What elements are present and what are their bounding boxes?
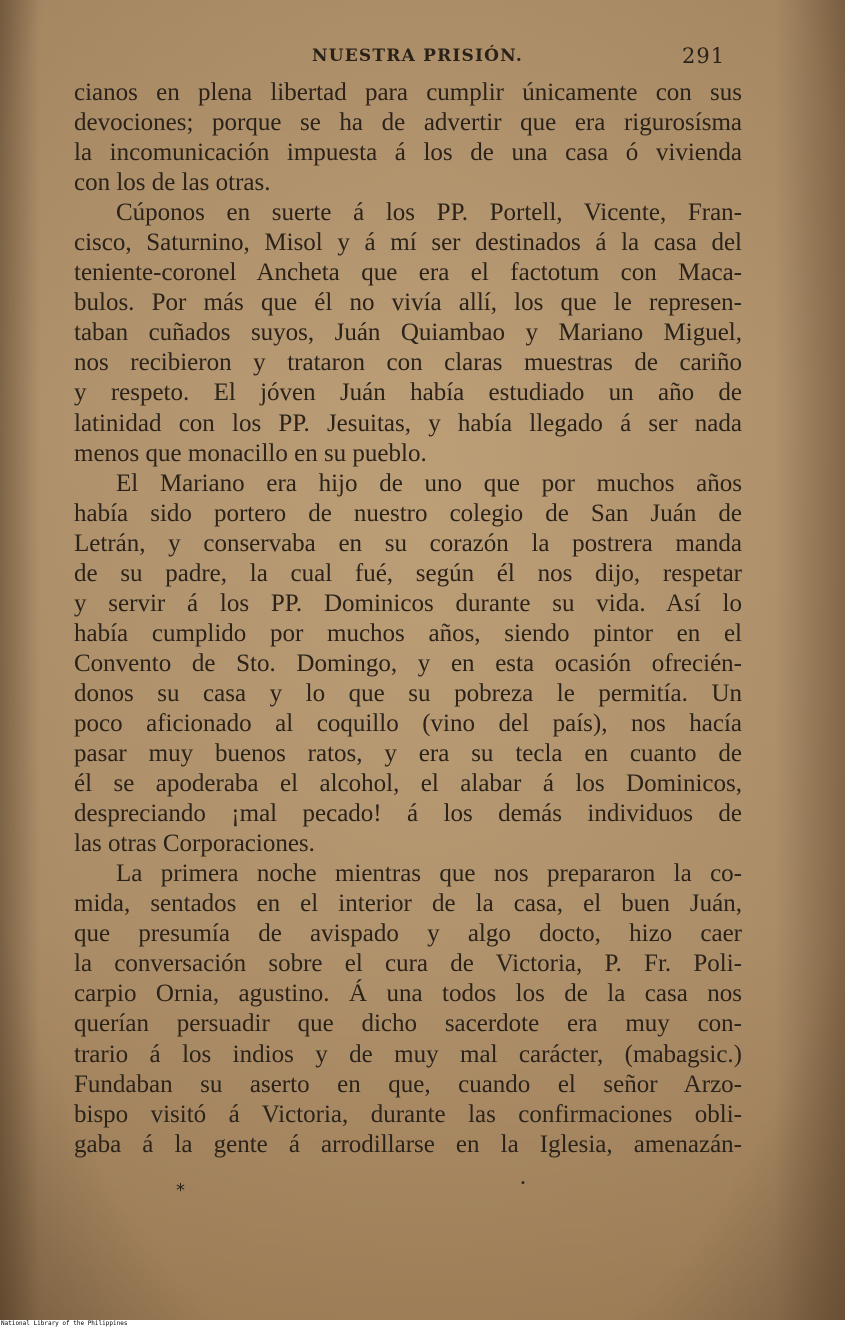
text-line: había cumplido por muchos años, siendo pintor en el <box>74 619 742 647</box>
page-number: 291 <box>682 44 726 68</box>
text-line: querían persuadir que dicho sacerdote era muy con- <box>74 1010 742 1038</box>
text-line: menos que monacillo en su pueblo. <box>74 439 427 467</box>
text-line: Letrán, y conservaba en su corazón la postrera manda <box>74 529 742 557</box>
signature-mark: * <box>176 1180 185 1201</box>
library-credit: National Library of the Philippines <box>1 1320 128 1327</box>
text-line: nos recibieron y trataron con claras muestras de cariño <box>74 349 742 377</box>
text-line: había sido portero de nuestro colegio de San Juán de <box>74 499 742 527</box>
page-header <box>0 42 845 78</box>
running-title: NUESTRA PRISIÓN. <box>312 46 523 66</box>
text-line: donos su casa y lo que su pobreza le permitía. Un <box>74 679 742 707</box>
text-line: Convento de Sto. Domingo, y en esta ocasión ofrecién- <box>74 649 742 677</box>
text-line: taban cuñados suyos, Juán Quiambao y Mariano Miguel, <box>74 319 742 347</box>
text-line: carpio Ornia, agustino. Á una todos los de la casa nos <box>74 980 742 1008</box>
text-line: Cúponos en suerte á los PP. Portell, Vicente, Fran- <box>116 199 742 227</box>
text-line: la incomunicación impuesta á los de una casa ó vivienda <box>74 139 742 167</box>
footer-marks <box>0 1176 845 1206</box>
text-line: que presumía de avispado y algo docto, hizo caer <box>74 920 742 948</box>
text-line: la conversación sobre el cura de Victoria, P. Fr. Poli- <box>74 950 742 978</box>
text-line: gaba á la gente á arrodillarse en la Iglesia, amenazán- <box>74 1130 742 1158</box>
text-line: despreciando ¡mal pecado! á los demás individuos de <box>74 800 742 828</box>
text-line: y respeto. El jóven Juán había estudiado un año de <box>74 379 742 407</box>
text-line: cisco, Saturnino, Misol y á mí ser destinados á la casa del <box>74 229 742 257</box>
text-line: bispo visitó á Victoria, durante las confirmaciones obli- <box>74 1100 742 1128</box>
text-line: La primera noche mientras que nos prepararon la co- <box>116 860 742 888</box>
text-line: con los de las otras. <box>74 169 271 197</box>
dot-mark: • <box>520 1178 526 1189</box>
text-line: poco aficionado al coquillo (vino del país), nos hacía <box>74 709 742 737</box>
page-shadow-right <box>775 0 845 1320</box>
text-line: y servir á los PP. Dominicos durante su vida. Así lo <box>74 589 742 617</box>
text-line: de su padre, la cual fué, según él nos dijo, respetar <box>74 559 742 587</box>
text-line: las otras Corporaciones. <box>74 830 315 858</box>
text-line: trario á los indios y de muy mal carácter, (mabagsic.) <box>74 1040 742 1068</box>
text-line: pasar muy buenos ratos, y era su tecla en cuanto de <box>74 740 742 768</box>
text-line: teniente-coronel Ancheta que era el factotum con Maca- <box>74 259 742 287</box>
text-line: bulos. Por más que él no vivía allí, los que le represen- <box>74 289 742 317</box>
page-shadow-left <box>0 0 40 1320</box>
text-line: mida, sentados en el interior de la casa, el buen Juán, <box>74 890 742 918</box>
text-line: él se apoderaba el alcohol, el alabar á los Dominicos, <box>74 770 742 798</box>
text-line: El Mariano era hijo de uno que por muchos años <box>116 469 742 497</box>
credit-strip <box>0 1320 845 1328</box>
body-text <box>74 78 742 1160</box>
text-line: latinidad con los PP. Jesuitas, y había llegado á ser nada <box>74 409 742 437</box>
text-line: devociones; porque se ha de advertir que era rigurosísma <box>74 109 742 137</box>
text-line: cianos en plena libertad para cumplir únicamente con sus <box>74 79 742 106</box>
text-line: Fundaban su aserto en que, cuando el señor Arzo- <box>74 1070 742 1098</box>
